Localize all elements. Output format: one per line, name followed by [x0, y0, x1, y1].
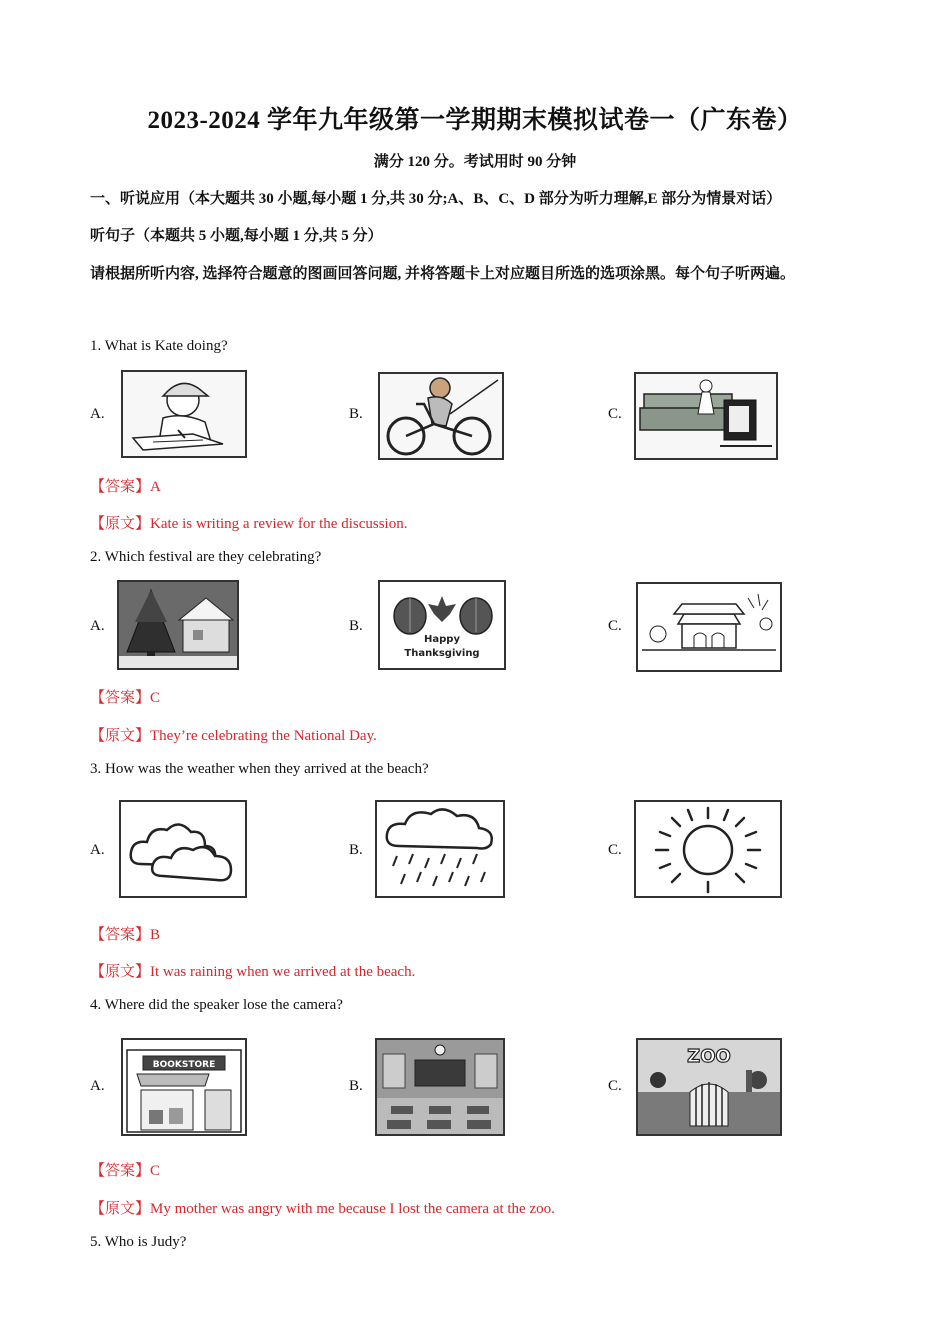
answer-2: 【答案】C — [90, 690, 161, 706]
girl-writing-picture — [121, 370, 247, 458]
option-label: C. — [608, 1078, 622, 1094]
thanksgiving-text-2: Thanksgiving — [404, 648, 480, 659]
option-label: B. — [349, 842, 363, 858]
question-1: 1. What is Kate doing? — [90, 338, 228, 354]
national-day-picture — [636, 582, 782, 672]
answer-4: 【答案】C — [90, 1163, 161, 1179]
option-label: C. — [608, 842, 622, 858]
rainy-picture — [375, 800, 505, 898]
thanksgiving-picture — [378, 580, 506, 670]
thanksgiving-drawing — [380, 582, 504, 668]
option-label: B. — [349, 618, 363, 634]
rain-icon — [377, 802, 503, 896]
cloud-icon — [121, 802, 245, 896]
instruction-text: 请根据所听内容, 选择符合题意的图画回答问题, 并将答题卡上对应题目所选的选项涂黑。每个句子听两遍。 — [90, 266, 796, 282]
option-label: B. — [349, 406, 363, 422]
sofa-tv-drawing — [636, 374, 776, 458]
page-subtitle: 满分 120 分。考试用时 90 分钟 — [373, 154, 577, 170]
question-5: 5. Who is Judy? — [90, 1234, 187, 1250]
question-4: 4. Where did the speaker lose the camera? — [90, 997, 343, 1013]
page-title: 2023-2024 学年九年级第一学期期末模拟试卷一（广东卷） — [147, 107, 803, 134]
girl-cycling-picture — [378, 372, 504, 460]
zoo-picture — [636, 1038, 782, 1136]
script-4: 【原文】My mother was angry with me because I lost the camera at the zoo. — [90, 1201, 555, 1217]
script-1: 【原文】Kate is writing a review for the discussion. — [90, 516, 408, 532]
christmas-picture — [117, 580, 239, 670]
girl-writing-drawing — [123, 372, 245, 456]
option-label: A. — [90, 1078, 105, 1094]
script-2: 【原文】They’re celebrating the National Day. — [90, 728, 377, 744]
zoo-drawing — [638, 1040, 780, 1134]
sofa-tv-picture — [634, 372, 778, 460]
option-label: C. — [608, 406, 622, 422]
answer-3: 【答案】B — [90, 927, 161, 943]
zoo-sign: ZOO — [687, 1046, 731, 1067]
bookstore-sign: BOOKSTORE — [152, 1060, 216, 1070]
classroom-drawing — [377, 1040, 503, 1134]
answer-1: 【答案】A — [90, 479, 161, 495]
question-2: 2. Which festival are they celebrating? — [90, 549, 322, 565]
sunny-picture — [634, 800, 782, 898]
girl-cycling-drawing — [380, 374, 502, 458]
section-heading: 一、听说应用（本大题共 30 小题,每小题 1 分,共 30 分;A、B、C、D 部分为听力理解,E 部分为情景对话） — [90, 191, 782, 207]
part-heading: 听句子（本题共 5 小题,每小题 1 分,共 5 分） — [90, 228, 383, 244]
question-3: 3. How was the weather when they arrived at the beach? — [90, 761, 429, 777]
option-label: A. — [90, 618, 105, 634]
option-label: A. — [90, 842, 105, 858]
christmas-drawing — [119, 582, 237, 668]
option-label: C. — [608, 618, 622, 634]
option-label: B. — [349, 1078, 363, 1094]
script-3: 【原文】It was raining when we arrived at the beach. — [90, 964, 416, 980]
thanksgiving-text-1: Happy — [424, 634, 460, 645]
option-label: A. — [90, 406, 105, 422]
national-day-drawing — [638, 584, 780, 670]
classroom-picture — [375, 1038, 505, 1136]
bookstore-drawing — [123, 1040, 245, 1134]
cloudy-picture — [119, 800, 247, 898]
sun-icon — [636, 802, 780, 896]
bookstore-picture — [121, 1038, 247, 1136]
